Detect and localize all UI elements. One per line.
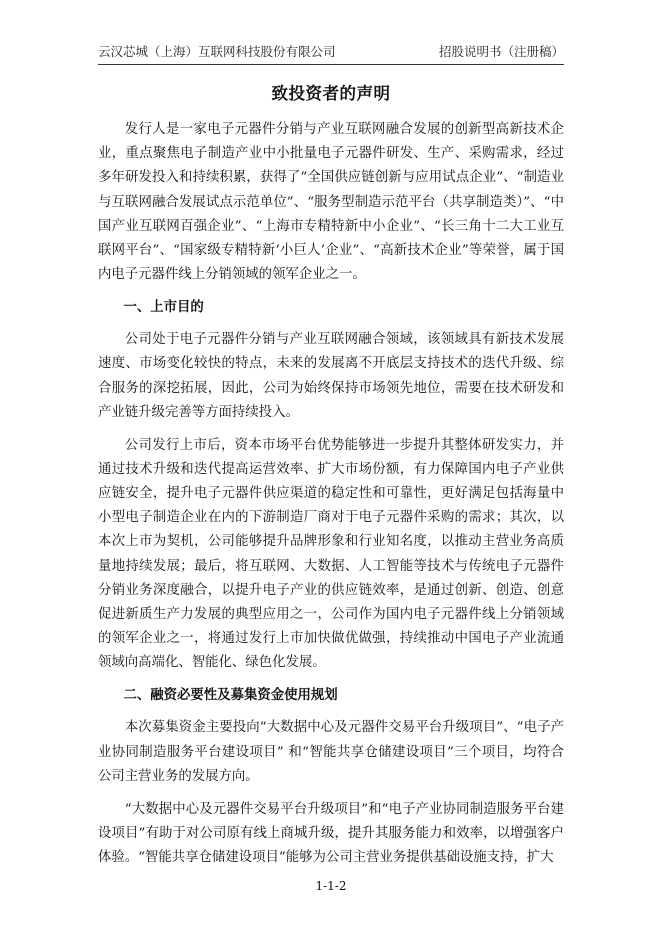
- page-title: 致投资者的声明: [271, 84, 391, 103]
- purpose-paragraph-1: 公司处于电子元器件分销与产业互联网融合领域，该领域具有新技术发展速度、市场变化较快的特点，未来的发展离不开底层支持技术的迭代升级、综合服务的深挖拓展，因此，公司为始终保持市场领先地位，需要在技术研发和产业链升级完善等方面持续投入。: [98, 332, 564, 420]
- funding-paragraph-1: 本次募集资金主要投向“大数据中心及元器件交易平台升级项目”、“电子产业协同制造服务平台建设项目” 和“智能共享仓储建设项目”三个项目，均符合公司主营业务的发展方向。: [98, 720, 564, 784]
- purpose-paragraph-2: 公司发行上市后，资本市场平台优势能够进一步提升其整体研发实力，并通过技术升级和迭代提高运营效率、扩大市场份额，有力保障国内电子产业供应链安全，提升电子元器件供应渠道的稳定性和可靠性，更好满足包括海量中小型电子制造企业在内的下游制造厂商对于电子元器件采购的需求；其次，以本次上市为契机，公司能够提升品牌形象和行业知名度，以推动主营业务高质量地持续发展；最后，将互联网、大数据、人工智能等技术与传统电子元器件分销业务深度融合，以提升电子产业的供应链效率，是通过创新、创造、创意促进新质生产力发展的典型应用之一，公司作为国内电子元器件线上分销领域的领军企业之一，将通过发行上市加快做优做强，持续推动中国电子产业流通领域向高端化、智能化、绿色化发展。: [98, 437, 564, 671]
- funding-paragraph-2: “大数据中心及元器件交易平台升级项目”和“电子产业协同制造服务平台建设项目”有助于对公司原有线上商城升级，提升其服务能力和效率，以增强客户体验。“智能共享仓储建设项目”能够为公司主营业务提供基础设施支持，扩大: [98, 801, 564, 866]
- document-body: [98, 118, 564, 879]
- page-header: [98, 42, 564, 62]
- header-divider: [98, 64, 564, 65]
- intro-paragraph: 发行人是一家电子元器件分销与产业互联网融合发展的创新型高新技术企业，重点聚焦电子制造产业中小批量电子元器件研发、生产、采购需求，经过多年研发投入和持续积累，获得了“全国供应链创新与应用试点企业”、“制造业与互联网融合发展试点示范单位”、“服务型制造示范平台（共享制造类）”、“中国产业互联网百强企业”、“上海市专精特新中小企业”、“长三角十二大工业互联网平台”、“国家级专精特新‘小巨人’企业”、“高新技术企业”等荣誉，属于国内电子元器件线上分销领域的领军企业之一。: [98, 122, 564, 283]
- header-company-name: 云汉芯城（上海）互联网科技股份有限公司: [98, 44, 336, 59]
- header-document-type: 招股说明书（注册稿）: [438, 44, 564, 59]
- page-number: 1-1-2: [315, 879, 347, 893]
- section-heading-purpose: 一、上市目的: [123, 300, 204, 316]
- section-heading-funding: 二、融资必要性及募集资金使用规划: [123, 688, 338, 704]
